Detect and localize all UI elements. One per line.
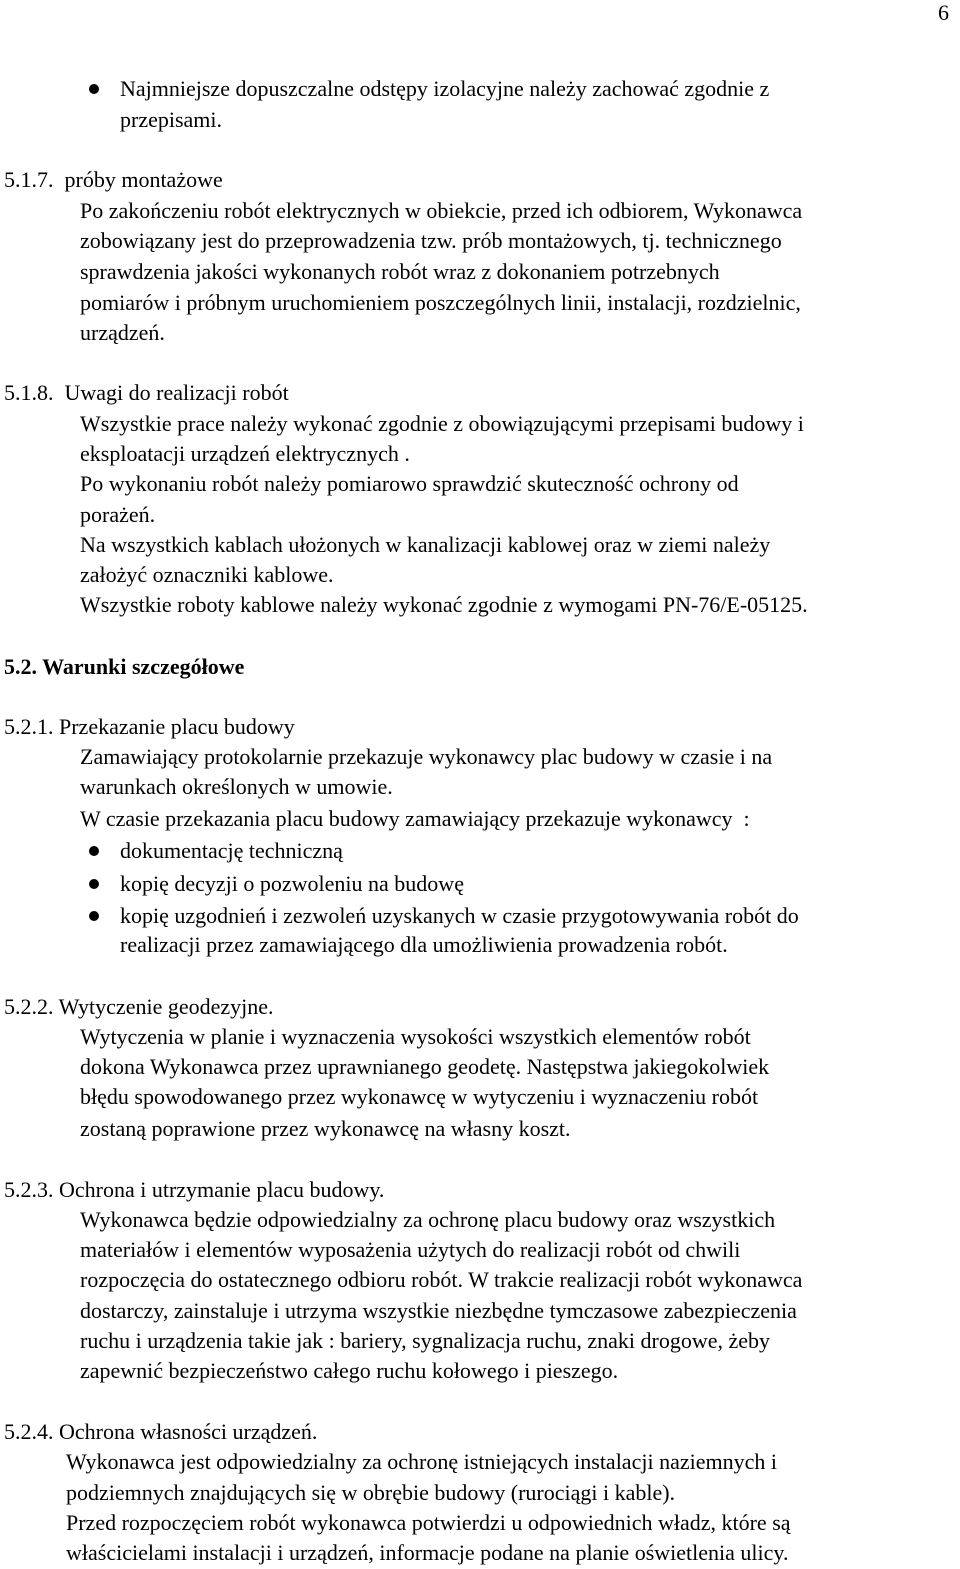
section-heading: 5.1.7. próby montażowe (4, 167, 223, 192)
text-line: Po wykonaniu robót należy pomiarowo sprawdzić skuteczność ochrony od (80, 471, 739, 496)
page-number: 6 (938, 0, 949, 25)
section-heading: 5.2.1. Przekazanie placu budowy (4, 714, 295, 739)
text-line: Na wszystkich kablach ułożonych w kanalizacji kablowej oraz w ziemi należy (80, 532, 771, 557)
text-line: ruchu i urządzenia takie jak : bariery, sygnalizacja ruchu, znaki drogowe, żeby (80, 1328, 771, 1353)
section-heading: 5.2.3. Ochrona i utrzymanie placu budowy. (4, 1177, 385, 1202)
text-line: Przed rozpoczęciem robót wykonawca potwierdzi u odpowiednich władz, które są (66, 1510, 791, 1535)
text-line: zobowiązany jest do przeprowadzenia tzw. prób montażowych, tj. technicznego (80, 228, 782, 253)
text-line: Wykonawca jest odpowiedzialny za ochronę istniejących instalacji naziemnych i (66, 1449, 777, 1474)
text-line: błędu spowodowanego przez wykonawcę w wytyczeniu i wyznaczeniu robót (80, 1084, 759, 1109)
text-line: Wszystkie prace należy wykonać zgodnie z obowiązującymi przepisami budowy i (80, 411, 804, 436)
text-line: pomiarów i próbnym uruchomieniem poszczególnych linii, instalacji, rozdzielnic, (80, 290, 801, 315)
text-line: porażeń. (80, 502, 156, 527)
list-item: dokumentację techniczną (120, 838, 343, 863)
text-line: Wykonawca będzie odpowiedzialny za ochronę placu budowy oraz wszystkich (80, 1207, 776, 1232)
text-line: Po zakończeniu robót elektrycznych w obiekcie, przed ich odbiorem, Wykonawca (80, 198, 803, 223)
section-heading: 5.2.2. Wytyczenie geodezyjne. (4, 994, 274, 1019)
text-line: Wszystkie roboty kablowe należy wykonać zgodnie z wymogami PN-76/E-05125. (80, 592, 808, 617)
text-line: przepisami. (120, 107, 223, 132)
text-line: Najmniejsze dopuszczalne odstępy izolacyjne należy zachować zgodnie z (120, 76, 770, 101)
text-line: Zamawiający protokolarnie przekazuje wykonawcy plac budowy w czasie i na (80, 744, 773, 769)
section-heading: 5.1.8. Uwagi do realizacji robót (4, 380, 289, 405)
text-line: podziemnych znajdujących się w obrębie budowy (rurociągi i kable). (66, 1480, 676, 1505)
text-line: zapewnić bezpieczeństwo całego ruchu kołowego i pieszego. (80, 1358, 619, 1383)
text-line: dostarczy, zainstaluje i utrzyma wszystkie niezbędne tymczasowe zabezpieczenia (80, 1298, 797, 1323)
section-heading: 5.2.4. Ochrona własności urządzeń. (4, 1419, 318, 1444)
text-line: warunkach określonych w umowie. (80, 774, 393, 799)
text-line: założyć oznaczniki kablowe. (80, 562, 334, 587)
text-line: właścicielami instalacji i urządzeń, informacje podane na planie oświetlenia ulicy. (66, 1540, 789, 1565)
list-item: realizacji przez zamawiającego dla umożliwienia prowadzenia robót. (120, 932, 728, 957)
text-line: Wytyczenia w planie i wyznaczenia wysokości wszystkich elementów robót (80, 1024, 751, 1049)
bullet-dot (89, 879, 99, 889)
text-line: rozpoczęcia do ostatecznego odbioru robót. W trakcie realizacji robót wykonawca (80, 1267, 803, 1292)
bullet-dot (89, 846, 99, 856)
bullet-dot (89, 84, 99, 94)
bullet-dot (89, 911, 99, 921)
text-line: urządzeń. (80, 320, 165, 345)
text-line: W czasie przekazania placu budowy zamawiający przekazuje wykonawcy : (80, 806, 750, 831)
list-item: kopię decyzji o pozwoleniu na budowę (120, 871, 464, 896)
text-line: zostaną poprawione przez wykonawcę na własny koszt. (80, 1116, 571, 1141)
chapter-heading: 5.2. Warunki szczegółowe (4, 654, 245, 679)
text-line: eksploatacji urządzeń elektrycznych . (80, 441, 410, 466)
text-line: dokona Wykonawca przez uprawnianego geodetę. Następstwa jakiegokolwiek (80, 1054, 770, 1079)
list-item: kopię uzgodnień i zezwoleń uzyskanych w czasie przygotowywania robót do (120, 903, 799, 928)
text-line: sprawdzenia jakości wykonanych robót wraz z dokonaniem potrzebnych (80, 259, 720, 284)
text-line: materiałów i elementów wyposażenia użytych do realizacji robót od chwili (80, 1237, 741, 1262)
